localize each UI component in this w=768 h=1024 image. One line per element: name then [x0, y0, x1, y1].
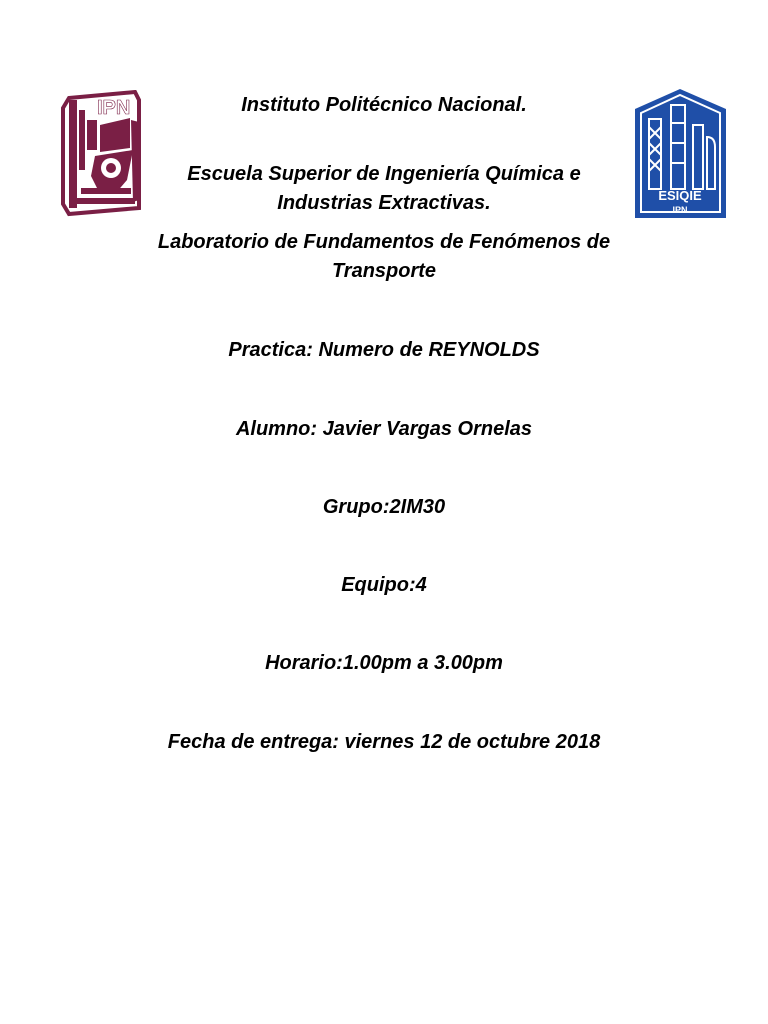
group: Grupo:2IM30 [322, 496, 446, 518]
lab-name-line1: Laboratorio de Fundamentos de Fenómenos de [157, 231, 611, 253]
schedule: Horario:1.00pm a 3.00pm [265, 652, 503, 674]
delivery-date: Fecha de entrega: viernes 12 de octubre 2018 [167, 731, 601, 753]
school-name-line1: Escuela Superior de Ingeniería Química e [187, 163, 581, 185]
esiqie-logo-ipn-text: IPN [672, 205, 688, 215]
lab-name-line2: Transporte [331, 260, 437, 282]
institute-name: Instituto Politécnico Nacional. [241, 94, 527, 116]
esiqie-logo-text: ESIQIE [658, 188, 702, 203]
school-name-line2: Industrias Extractivas. [277, 192, 491, 214]
team: Equipo:4 [341, 574, 427, 596]
student-name: Alumno: Javier Vargas Ornelas [235, 418, 533, 440]
ipn-logo-text: IPN [97, 97, 131, 119]
practice-title: Practica: Numero de REYNOLDS [228, 339, 540, 361]
